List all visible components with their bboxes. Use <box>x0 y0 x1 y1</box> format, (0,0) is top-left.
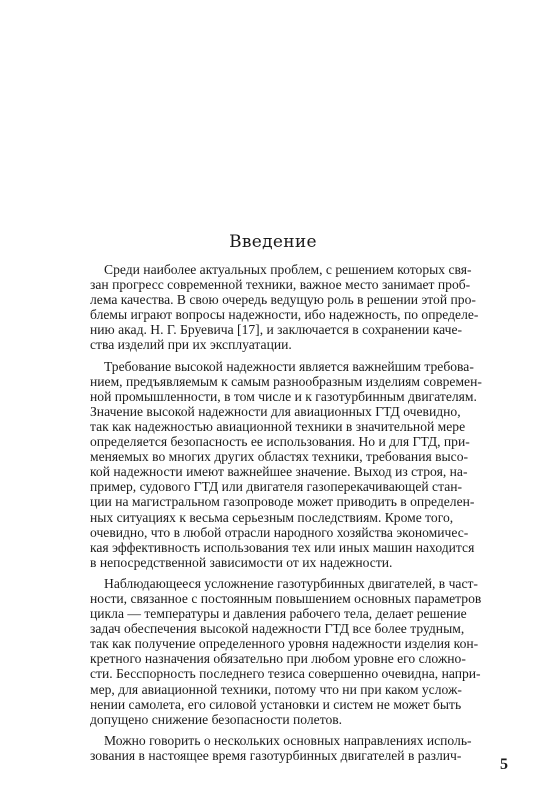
text-line: сти. Бесспорность последнего тезиса совершенно очевидна, напри- <box>90 666 481 682</box>
body-text <box>90 262 518 769</box>
text-line: кретного назначения обязательно при любом уровне его сложно- <box>90 651 466 667</box>
text-line: Среди наиболее актуальных проблем, с решением которых свя- <box>104 262 472 277</box>
text-line: нием, предъявляемым к самым разнообразным изделиям современ- <box>90 373 482 389</box>
text-line: пример, судового ГТД или двигателя газоперекачивающей стан- <box>90 479 463 495</box>
text-line: ства изделий при их эксплуатации. <box>90 337 292 353</box>
text-line: Требование высокой надежности является важнейшим требова- <box>104 358 474 374</box>
text-line: лема качества. В свою очередь ведущую роль в решении этой про- <box>90 292 476 308</box>
paragraph <box>90 576 518 727</box>
text-line: блемы играют вопросы надежности, ибо надежность, по определе- <box>90 307 479 323</box>
text-line: цикла — температуры и давления рабочего тела, делает решение <box>90 606 467 622</box>
text-line: ции на магистральном газопроводе может приводить в определен- <box>90 494 475 510</box>
text-line: ной промышленности, в том числе и к газотурбинным двигателям. <box>90 388 477 404</box>
text-line: определяется безопасность ее использования. Но и для ГТД, при- <box>90 434 470 450</box>
text-line: Наблюдающееся усложнение газотурбинных двигателей, в част- <box>104 575 478 591</box>
text-line: ных ситуациях к весьма серьезным последствиям. Кроме того, <box>90 509 454 525</box>
text-line: задач обеспечения высокой надежности ГТД все более трудным, <box>90 621 465 637</box>
page-number: 5 <box>500 756 508 773</box>
section-heading: Введение <box>229 232 317 252</box>
text-line: кой надежности имеют важнейшее значение. Выход из строя, на- <box>90 464 468 480</box>
text-line: очевидно, что в любой отрасли народного хозяйства экономичес- <box>90 524 469 540</box>
text-line: зования в настоящее время газотурбинных двигателей в различ- <box>90 747 462 763</box>
text-line: мер, для авиационной техники, потому что ни при каком услож- <box>90 681 462 697</box>
text-line: кая эффективность использования тех или иных машин находится <box>90 539 475 555</box>
text-line: допущено снижение безопасности полетов. <box>90 711 343 727</box>
text-line: так как получение определенного уровня надежности изделия кон- <box>90 636 479 652</box>
text-line: в непосредственной зависимости от их надежности. <box>90 554 393 570</box>
text-line: зан прогресс современной техники, важное место занимает проб- <box>90 277 471 293</box>
text-line: так как надежностью авиационной техники в значительной мере <box>90 418 466 434</box>
text-line: меняемых во многих других областях техники, требования высо- <box>90 449 469 465</box>
paragraph <box>90 733 518 763</box>
text-line: нию акад. Н. Г. Бруевича [17], и заключается в сохранении каче- <box>90 322 463 338</box>
paragraph <box>90 262 518 353</box>
text-line: Можно говорить о нескольких основных направлениях исполь- <box>104 732 472 748</box>
text-line: ности, связанное с постоянным повышением основных параметров <box>90 590 482 606</box>
paragraph <box>90 359 518 570</box>
text-line: нении самолета, его силовой установки и систем не может быть <box>90 696 462 712</box>
text-line: Значение высокой надежности для авиационных ГТД очевидно, <box>90 403 461 419</box>
